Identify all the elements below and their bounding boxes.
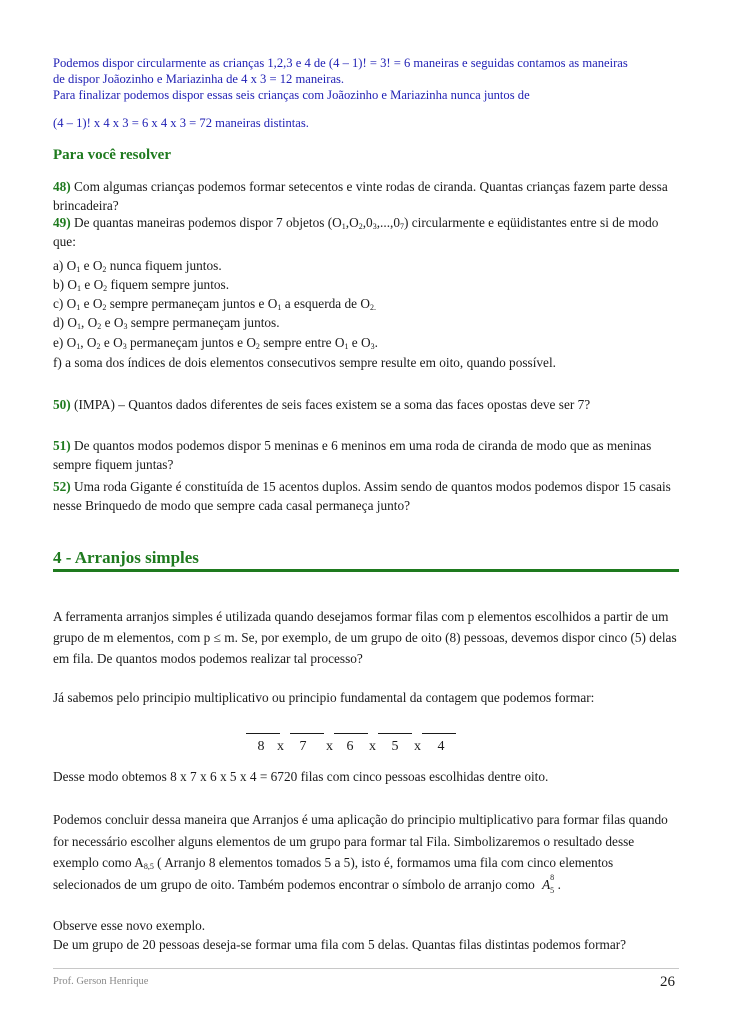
slot-line (246, 733, 280, 734)
question-51-number: 51) (53, 438, 71, 453)
question-50 (53, 396, 683, 415)
times-sign: x (277, 739, 284, 754)
exercises-heading: Para você resolver (53, 147, 172, 163)
question-52-number: 52) (53, 479, 71, 494)
times-sign: x (369, 739, 376, 754)
section-divider (53, 569, 679, 572)
question-49-item-b: b) $O_1$ e $O_2$ fiquem sempre juntos. (53, 277, 230, 293)
arrangement-symbol: A 8 5 (542, 872, 555, 895)
question-52-text: Uma roda Gigante é constituída de 15 acentos duplos. Assim sendo de quantos modos podemos dispor 15 casais nesse Brinquedo de modo que sempre cada casal permaneça junto? (53, 479, 671, 513)
question-48 (53, 178, 683, 215)
paragraph-example-intro: Observe esse novo exemplo. (53, 918, 206, 933)
slot-value: 6 (346, 739, 354, 754)
question-49: 49) De quantas maneiras podemos dispor 7 objetos $(O_1,O_2,0_3,...,0_7)$ circularmente e eqüidistantes entre si de modo que: (53, 215, 659, 249)
intro-line-2: de dispor Joãozinho e Mariazinha de 4 x 3 = 12 maneiras. (53, 72, 345, 86)
intro-line-1: Podemos dispor circularmente as crianças 1,2,3 e 4 de (4 – 1)! = 3! = 6 maneiras e seguidas contamos as maneiras (53, 56, 628, 70)
question-51-text: De quantos modos podemos dispor 5 meninas e 6 meninos em uma roda de ciranda de modo que as meninas sempre fiquem juntas? (53, 438, 652, 472)
slot-line (422, 733, 456, 734)
section-title: 4 - Arranjos simples (53, 548, 199, 567)
question-49-number: 49) (53, 215, 71, 230)
footer-author: Prof. Gerson Henrique (53, 976, 149, 987)
paragraph-arranjos-intro: A ferramenta arranjos simples é utilizada quando desejamos formar filas com p elementos escolhidos a partir de um grupo de m elementos, com p ≤ m. Se, por exemplo, de um grupo de oito (8) pessoas, devemos dispor cinco (5) delas em fila. De quantos modos podemos realizar tal processo? (53, 609, 677, 666)
slot-value: 4 (437, 739, 445, 754)
intro-line-3: Para finalizar podemos dispor essas seis crianças com Joãozinho e Mariazinha nunca juntos de (53, 88, 530, 102)
question-49-text-b: ,...,0 (376, 215, 400, 230)
question-48-number: 48) (53, 179, 71, 194)
times-sign: x (414, 739, 421, 754)
slot-value: 8 (257, 739, 265, 754)
multiplication-slots (244, 733, 464, 763)
question-49-text-c: ) circularmente e eqüidistantes entre si de modo que: (53, 215, 659, 249)
question-49-item-f: f) a soma dos índices de dois elementos consecutivos sempre resulte em oito, quando possível. (53, 355, 556, 370)
question-49-text-a: De quantas maneiras podemos dispor 7 objetos (O (70, 215, 342, 230)
question-48-text: Com algumas crianças podemos formar setecentos e vinte rodas de ciranda. Quantas crianças fazem parte dessa brincadeira? (53, 179, 668, 213)
question-49-item-d: d) $O_1$, $O_2$ e $O_3$ sempre permaneçam juntos. (53, 315, 280, 331)
paragraph-principio: Já sabemos pelo principio multiplicativo ou principio fundamental da contagem que podemos formar: (53, 690, 595, 705)
slot-line (378, 733, 412, 734)
question-51 (53, 437, 683, 474)
question-49-item-a: a) $O_1$ e $O_2$ nunca fiquem juntos. (53, 258, 222, 274)
question-52 (53, 478, 683, 515)
question-49-item-c: c) $O_1$ e $O_2$ sempre permaneçam juntos e $O_1$ a esquerda de $O_{2.}$ (53, 296, 376, 312)
slot-line (334, 733, 368, 734)
slot-value: 5 (391, 739, 399, 754)
footer-divider (53, 968, 679, 969)
times-sign: x (326, 739, 333, 754)
paragraph-conclusion: Podemos concluir dessa maneira que Arranjos é uma aplicação do principio multiplicativo para formar filas quando for necessário escolher alguns elementos de um grupo para formar tal Fila. Simbolizaremos o resultado desse exemplo como $A_{8,5}$ ( Arranjo 8 elementos tomados 5 a 5), isto é, formamos uma fila com cinco elementos selecionados de um grupo de oito. Também podemos encontrar o símbolo de arranjo como A 8 5 . (53, 812, 668, 895)
question-49-item-e: e) $O_1$, $O_2$ e $O_3$ permaneçam juntos e $O_2$ sempre entre $O_1$ e $O_3$. (53, 335, 378, 351)
question-50-number: 50) (53, 397, 71, 412)
slot-value: 7 (299, 739, 307, 754)
paragraph-result: Desse modo obtemos 8 x 7 x 6 x 5 x 4 = 6720 filas com cinco pessoas escolhidas dentre oito. (53, 769, 549, 784)
page-number: 26 (660, 974, 675, 990)
question-50-text: (IMPA) – Quantos dados diferentes de seis faces existem se a soma das faces opostas deve ser 7? (70, 397, 591, 412)
slot-line (290, 733, 324, 734)
paragraph-example-question: De um grupo de 20 pessoas deseja-se formar uma fila com 5 delas. Quantas filas distintas podemos formar? (53, 937, 627, 952)
intro-line-4: (4 – 1)! x 4 x 3 = 6 x 4 x 3 = 72 maneiras distintas. (53, 116, 309, 130)
